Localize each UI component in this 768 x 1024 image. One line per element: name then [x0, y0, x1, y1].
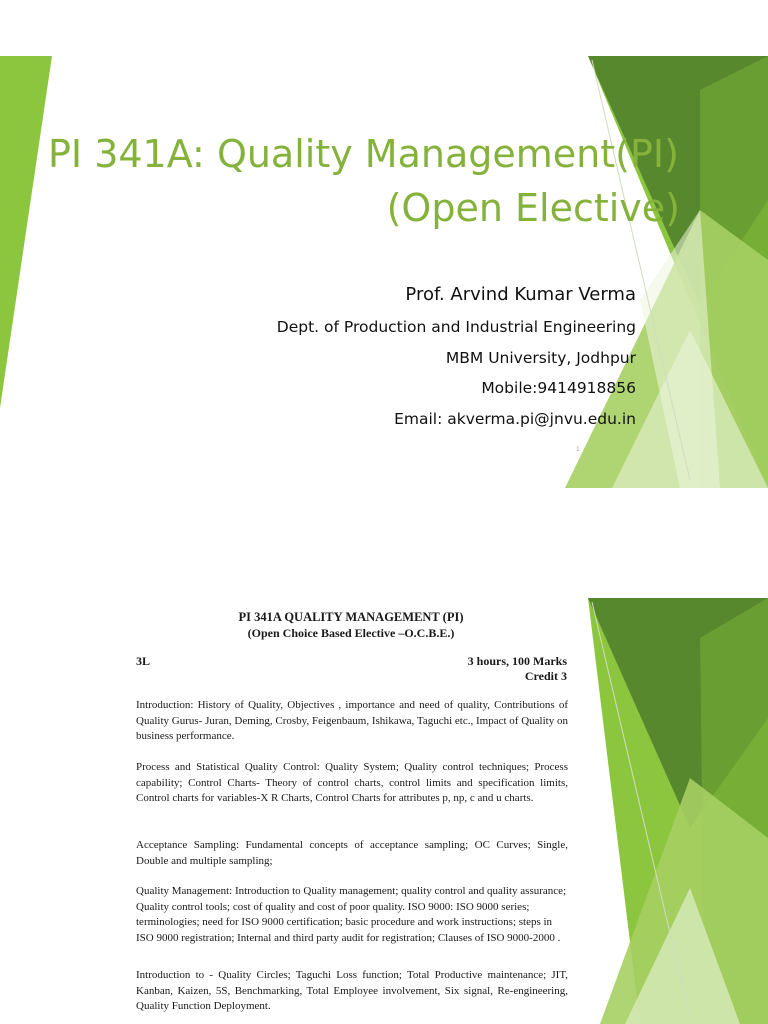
syllabus-heading: PI 341A QUALITY MANAGEMENT (PI)	[238, 610, 464, 624]
professor-name: Prof. Arvind Kumar Verma	[405, 284, 636, 305]
syllabus-slide	[0, 598, 768, 1024]
slide-decoration	[0, 598, 768, 1024]
hours-marks: 3 hours, 100 Marks	[467, 654, 567, 668]
page-number: 1	[576, 446, 580, 453]
syllabus-paragraph: Introduction: History of Quality, Objectives , importance and need of quality, Contributions of Quality Gurus- Juran, Deming, Crosby, Feigenbaum, Ishikawa, Taguchi etc., Impact of Quality on business performance.	[136, 699, 568, 742]
syllabus-paragraph: Acceptance Sampling: Fundamental concepts of acceptance sampling; OC Curves; Single, Double and multiple sampling;	[136, 839, 568, 867]
department: Dept. of Production and Industrial Engineering	[276, 318, 636, 336]
slide-gap	[0, 488, 768, 598]
syllabus-paragraph: Quality Management: Introduction to Quality management; quality control and quality assurance; Quality control tools; cost of quality and cost of poor quality. ISO 9000: ISO 9000 series; terminologies; need for ISO 9000 certification; basic procedure and work instructions; steps in ISO 9000 registration; Internal and third party audit for registration; Clauses of ISO 9000-2000 .	[136, 885, 567, 944]
syllabus-paragraph: Introduction to - Quality Circles; Taguchi Loss function; Total Productive maintenance; JIT, Kanban, Kaizen, 5S, Benchmarking, Total Employee involvement, Six signal, Re-engineering, Quality Function Deployment.	[136, 969, 568, 1012]
credit: Credit 3	[524, 669, 567, 683]
slide-title-line1: PI 341A: Quality Management(PI)	[48, 132, 679, 176]
lecture-load: 3L	[136, 654, 151, 668]
syllabus-paragraph: Process and Statistical Quality Control: Quality System; Quality control techniques; Process capability; Control Charts- Theory of control charts, control limits and specification limits, Control charts for variables-X R Charts, Control Charts for attributes p, np, c and u charts.	[136, 761, 568, 804]
slide-title-line2: (Open Elective)	[386, 186, 680, 230]
slide-decoration	[0, 0, 768, 488]
mobile-number: Mobile:9414918856	[481, 379, 636, 397]
syllabus-subheading: (Open Choice Based Elective –O.C.B.E.)	[247, 626, 455, 640]
left-green-triangle	[0, 56, 52, 408]
email-address: Email: akverma.pi@jnvu.edu.in	[394, 410, 636, 428]
title-slide	[0, 0, 768, 488]
university: MBM University, Jodhpur	[445, 349, 636, 367]
